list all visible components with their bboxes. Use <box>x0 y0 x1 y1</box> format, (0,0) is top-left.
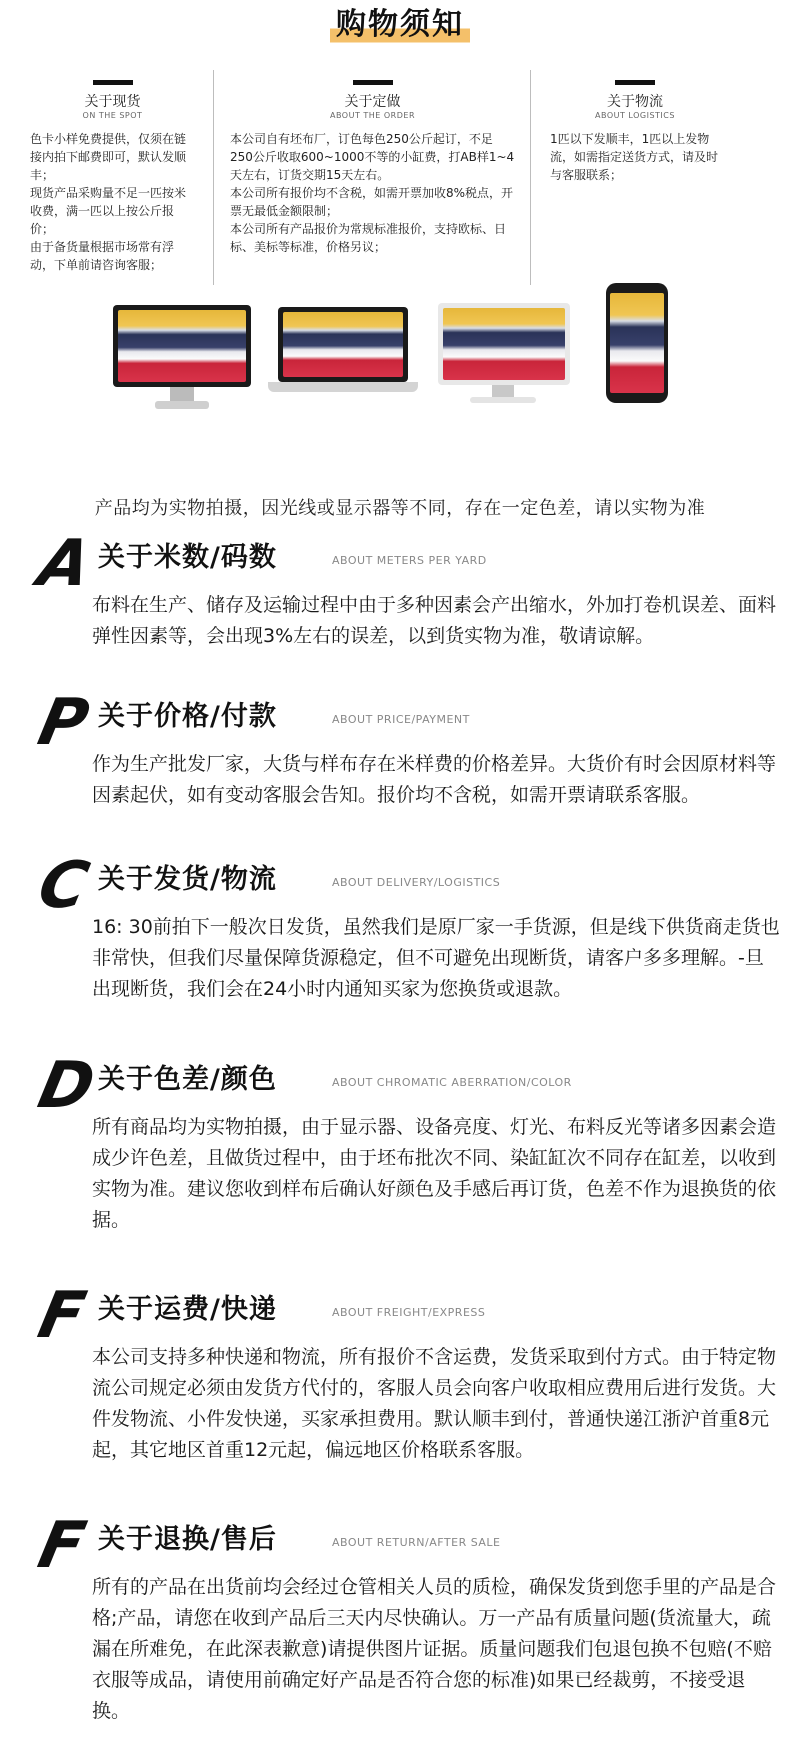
page-title: 购物须知 <box>330 0 470 46</box>
info-text: 色卡小样免费提供，仅须在链接内拍下邮费即可，默认发顺丰； 现货产品采购量不足一匹按米收费，满一匹以上按公斤报价； 由于备货量根据市场常有浮动，下单前请咨询客服； <box>30 132 187 272</box>
section-letter: A <box>32 527 98 601</box>
section-body: 本公司支持多种快递和物流，所有报价不含运费，发货采取到付方式。由于特定物流公司规定必须由发货方代付的，客服人员会向客户收取相应费用后进行发货。大件发物流、小件发快递，买家承担费用。默认顺丰到付，普通快递江浙沪首重8元起，其它地区首重12元起，偏远地区价格联系客服。 <box>92 1346 777 1461</box>
info-subtitle: ABOUT LOGISTICS <box>595 111 675 120</box>
color-notice: 产品均为实物拍摄，因光线或显示器等不同，存在一定色差，请以实物为准 <box>94 498 706 519</box>
info-col-spot <box>30 70 195 285</box>
section-freight <box>32 1279 780 1466</box>
section-body: 布料在生产、储存及运输过程中由于多种因素会产出缩水，外加打卷机误差、面料弹性因素等，会出现3%左右的误差，以到货实物为准，敬请谅解。 <box>92 594 777 647</box>
info-subtitle: ON THE SPOT <box>82 111 143 120</box>
laptop-image <box>278 307 408 382</box>
section-letter: P <box>32 686 95 760</box>
section-title: 关于米数/码数 <box>98 542 277 573</box>
divider-bar <box>353 80 393 85</box>
section-subtitle: ABOUT RETURN/AFTER SALE <box>332 1536 501 1549</box>
section-letter: F <box>32 1509 92 1583</box>
section-body: 所有的产品在出货前均会经过仓管相关人员的质检，确保发货到您手里的产品是合格;产品，请您在收到产品后三天内尽快确认。万一产品有质量问题(货流量大，疏漏在所难免，在此深表歉意)请提供图片证据。质量问题我们包退包换不包赔(不赔衣服等成品，请使用前确定好产品是否符合您的标准)如果已经裁剪，不接受退换。 <box>92 1576 777 1722</box>
section-title: 关于发货/物流 <box>98 864 277 895</box>
phone-image <box>606 283 668 403</box>
section-title: 关于退换/售后 <box>98 1524 277 1555</box>
page-header <box>0 0 800 50</box>
section-subtitle: ABOUT FREIGHT/EXPRESS <box>332 1306 486 1319</box>
section-return <box>32 1509 780 1727</box>
section-subtitle: ABOUT DELIVERY/LOGISTICS <box>332 876 501 889</box>
device-display-image <box>0 305 800 460</box>
section-color <box>32 1049 780 1236</box>
info-subtitle: ABOUT THE ORDER <box>329 111 416 120</box>
divider-bar <box>93 80 133 85</box>
section-body: 16: 30前拍下一般次日发货，虽然我们是原厂家一手货源，但是线下供货商走货也非常快，但我们尽量保障货源稳定，但不可避免出现断货，请客户多多理解。-旦出现断货，我们会在24小时内通知买家为您换货或退款。 <box>92 916 780 1000</box>
section-title: 关于色差/颜色 <box>98 1064 277 1095</box>
info-text: 1匹以下发顺丰，1匹以上发物流，如需指定送货方式，请及时与客服联系； <box>550 132 719 182</box>
section-title: 关于价格/付款 <box>98 701 277 732</box>
info-title: 关于物流 <box>607 94 663 110</box>
info-columns <box>30 70 775 285</box>
section-meters <box>32 527 780 652</box>
section-delivery <box>32 849 780 1005</box>
section-body: 所有商品均为实物拍摄，由于显示器、设备亮度、灯光、布料反光等诸多因素会造成少许色差，且做货过程中，由于坯布批次不同、染缸缸次不同存在缸差，以收到实物为准。建议您收到样布后确认好颜色及手感后再订货，色差不作为退换货的依据。 <box>92 1116 777 1231</box>
section-letter: C <box>32 849 95 923</box>
section-body: 作为生产批发厂家，大货与样布存在米样费的价格差异。大货价有时会因原材料等因素起伏，如有变动客服会告知。报价均不含税，如需开票请联系客服。 <box>92 753 777 806</box>
imac-image <box>438 303 570 385</box>
section-letter: D <box>32 1049 101 1123</box>
info-col-order <box>230 70 515 285</box>
column-divider <box>213 70 214 285</box>
info-title: 关于现货 <box>84 94 141 110</box>
column-divider <box>530 70 531 285</box>
section-subtitle: ABOUT CHROMATIC ABERRATION/COLOR <box>332 1076 572 1089</box>
section-price <box>32 686 780 811</box>
section-subtitle: ABOUT PRICE/PAYMENT <box>332 713 470 726</box>
section-title: 关于运费/快递 <box>98 1294 277 1325</box>
section-letter: F <box>32 1279 92 1353</box>
info-title: 关于定做 <box>344 94 401 110</box>
section-subtitle: ABOUT METERS PER YARD <box>332 554 487 567</box>
divider-bar <box>615 80 655 85</box>
monitor-image <box>113 305 251 387</box>
info-col-logistics <box>550 70 720 285</box>
info-text: 本公司自有坯布厂，订色每色250公斤起订，不足250公斤收取600~1000不等的小缸费，打AB样1~4天左右，订货交期15天左右。 本公司所有报价均不含税，如需开票加收8%税点，开票无最低金额限制； 本公司所有产品报价为常规标准报价，支持欧标、日标、美标等标准，价格另议； <box>230 132 515 254</box>
